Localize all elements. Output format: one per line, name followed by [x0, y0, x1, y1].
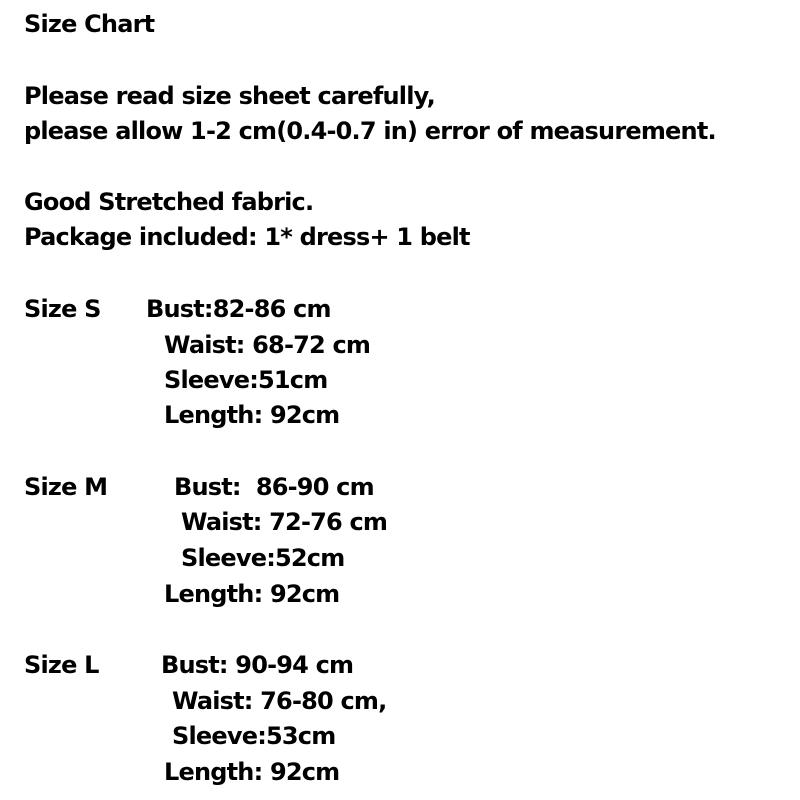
sleeve-measurement: Sleeve:51cm — [164, 366, 328, 394]
size-label: Size L — [24, 651, 99, 679]
length-measurement: Length: 92cm — [164, 758, 340, 786]
page-title: Size Chart — [24, 10, 155, 38]
bust-measurement: Bust: 86-90 cm — [174, 473, 374, 501]
length-measurement: Length: 92cm — [164, 580, 340, 608]
package-note: Package included: 1* dress+ 1 belt — [24, 223, 470, 251]
size-label: Size M — [24, 473, 108, 501]
size-label: Size S — [24, 295, 101, 323]
sleeve-measurement: Sleeve:53cm — [172, 722, 336, 750]
intro-line-1: Please read size sheet carefully, — [24, 82, 435, 110]
bust-measurement: Bust: 90-94 cm — [161, 651, 354, 679]
length-measurement: Length: 92cm — [164, 401, 340, 429]
fabric-note: Good Stretched fabric. — [24, 188, 314, 216]
waist-measurement: Waist: 72-76 cm — [181, 508, 388, 536]
sleeve-measurement: Sleeve:52cm — [181, 544, 345, 572]
bust-measurement: Bust:82-86 cm — [146, 295, 331, 323]
intro-line-2: please allow 1-2 cm(0.4-0.7 in) error of measurement. — [24, 117, 716, 145]
waist-measurement: Waist: 76-80 cm, — [172, 687, 387, 715]
waist-measurement: Waist: 68-72 cm — [164, 331, 371, 359]
